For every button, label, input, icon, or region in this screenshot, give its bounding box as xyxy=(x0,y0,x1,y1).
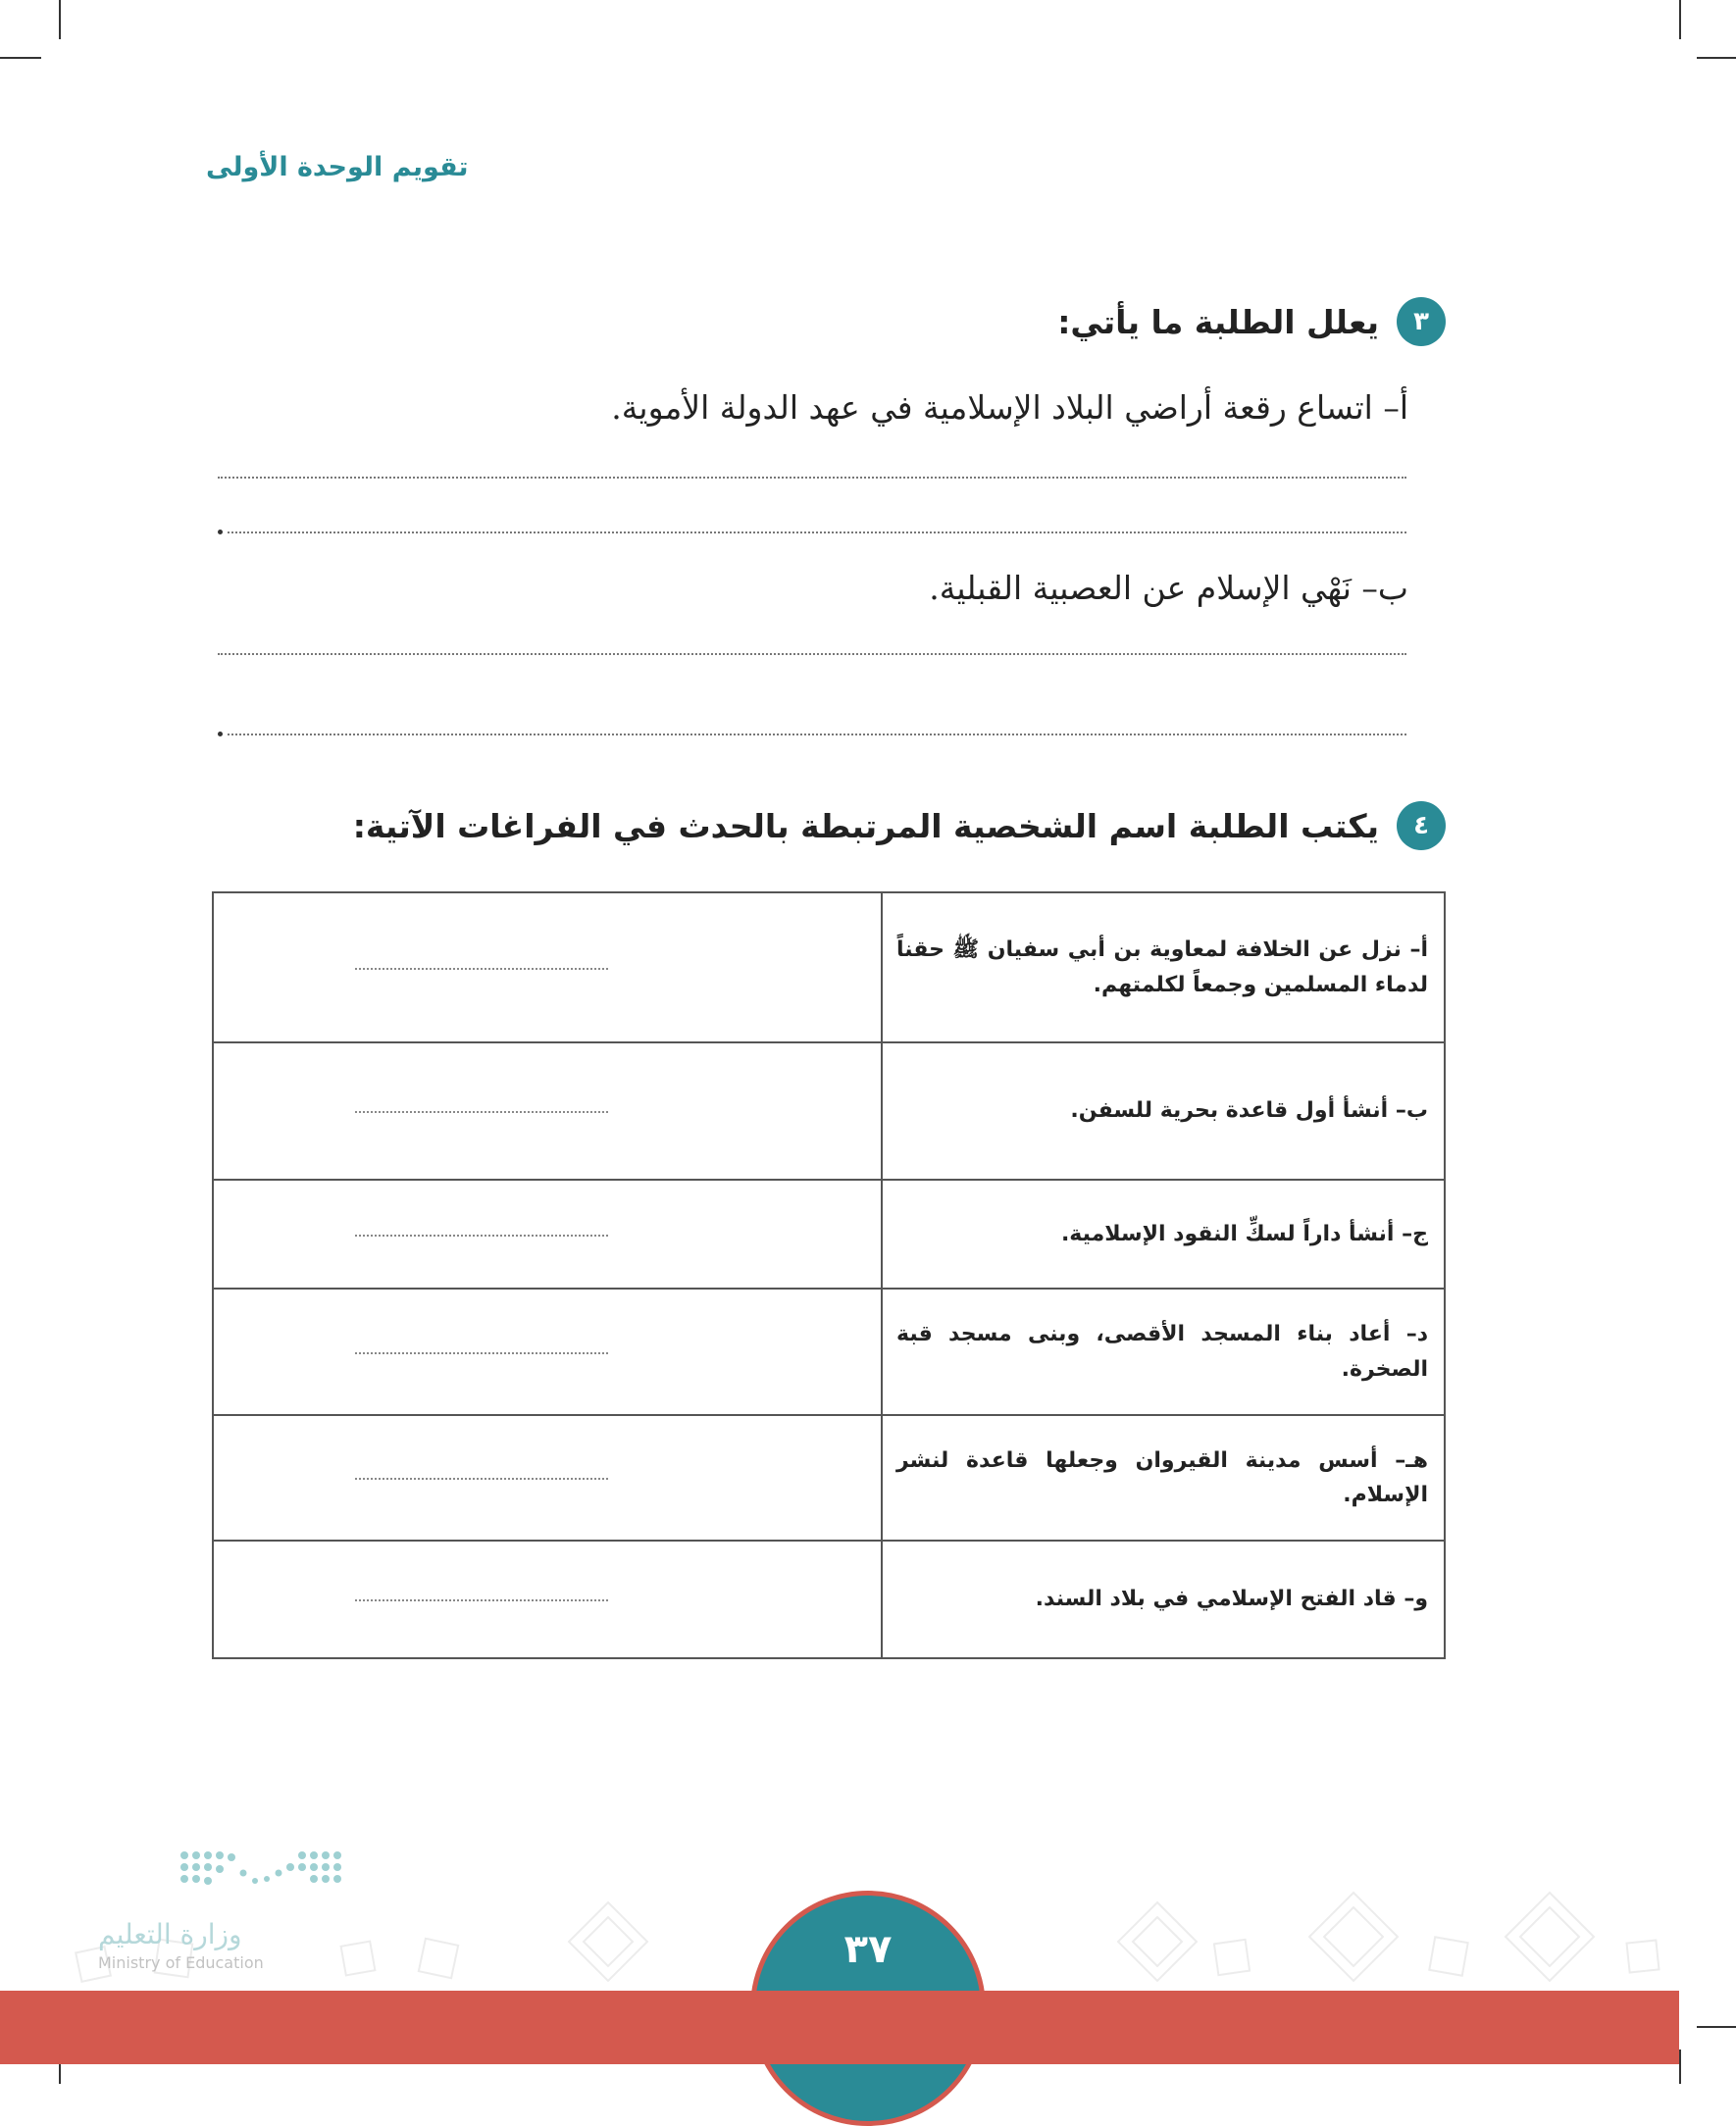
ministry-name-english: Ministry of Education xyxy=(98,1953,264,1972)
answer-cell[interactable] xyxy=(213,1289,882,1415)
crop-mark xyxy=(1697,57,1736,59)
answer-line[interactable] xyxy=(355,1111,608,1113)
table-row xyxy=(213,1180,1445,1289)
line-end-dot xyxy=(218,732,223,736)
answer-cell[interactable] xyxy=(213,1042,882,1180)
event-cell: و– قاد الفتح الإسلامي في بلاد السند. xyxy=(882,1541,1445,1658)
event-cell: ب– أنشأ أول قاعدة بحرية للسفن. xyxy=(882,1042,1445,1180)
events-table xyxy=(212,891,1446,1659)
question-item: أ– اتساع رقعة أراضي البلاد الإسلامية في عهد الدولة الأموية. xyxy=(611,388,1408,427)
answer-cell[interactable] xyxy=(213,892,882,1042)
crop-mark xyxy=(1679,2050,1681,2084)
question-4-heading xyxy=(353,801,1446,850)
event-cell: د– أعاد بناء المسجد الأقصى، وبنى مسجد قبة الصخرة. xyxy=(882,1289,1445,1415)
event-cell: هـ– أسس مدينة القيروان وجعلها قاعدة لنشر الإسلام. xyxy=(882,1415,1445,1541)
question-number-badge: ٣ xyxy=(1397,297,1446,346)
answer-line[interactable] xyxy=(355,968,608,970)
question-prompt: يكتب الطلبة اسم الشخصية المرتبطة بالحدث في الفراغات الآتية: xyxy=(352,806,1379,845)
answer-line[interactable] xyxy=(355,1599,608,1601)
table-row xyxy=(213,892,1445,1042)
event-cell: أ– نزل عن الخلافة لمعاوية بن أبي سفيان ﷺ حقناً لدماء المسلمين وجمعاً لكلمتهم. xyxy=(882,892,1445,1042)
page-number: ٣٧ xyxy=(843,1927,893,1972)
answer-line[interactable] xyxy=(228,734,1406,735)
footer-band xyxy=(0,1991,1679,2064)
question-number-badge: ٤ xyxy=(1397,801,1446,850)
answer-line[interactable] xyxy=(355,1235,608,1237)
question-3-heading xyxy=(1057,297,1446,346)
answer-cell[interactable] xyxy=(213,1180,882,1289)
page-title: تقويم الوحدة الأولى xyxy=(206,152,469,182)
question-item: ب– نَهْي الإسلام عن العصبية القبلية. xyxy=(929,569,1408,607)
answer-cell[interactable] xyxy=(213,1541,882,1658)
crop-mark xyxy=(1679,0,1681,39)
crop-mark xyxy=(59,0,61,39)
question-prompt: يعلل الطلبة ما يأتي: xyxy=(1057,302,1379,341)
line-end-dot xyxy=(218,530,223,534)
table-row xyxy=(213,1042,1445,1180)
answer-line[interactable] xyxy=(355,1352,608,1354)
table-row xyxy=(213,1541,1445,1658)
crop-mark xyxy=(0,57,41,59)
crop-mark xyxy=(1697,2026,1736,2028)
answer-line[interactable] xyxy=(218,653,1406,655)
answer-line[interactable] xyxy=(228,532,1406,533)
answer-line[interactable] xyxy=(218,477,1406,479)
event-cell: ج– أنشأ داراً لسكِّ النقود الإسلامية. xyxy=(882,1180,1445,1289)
answer-line[interactable] xyxy=(355,1478,608,1480)
answer-cell[interactable] xyxy=(213,1415,882,1541)
table-row xyxy=(213,1415,1445,1541)
ministry-name-arabic: وزارة التعليم xyxy=(98,1918,242,1950)
table-row xyxy=(213,1289,1445,1415)
